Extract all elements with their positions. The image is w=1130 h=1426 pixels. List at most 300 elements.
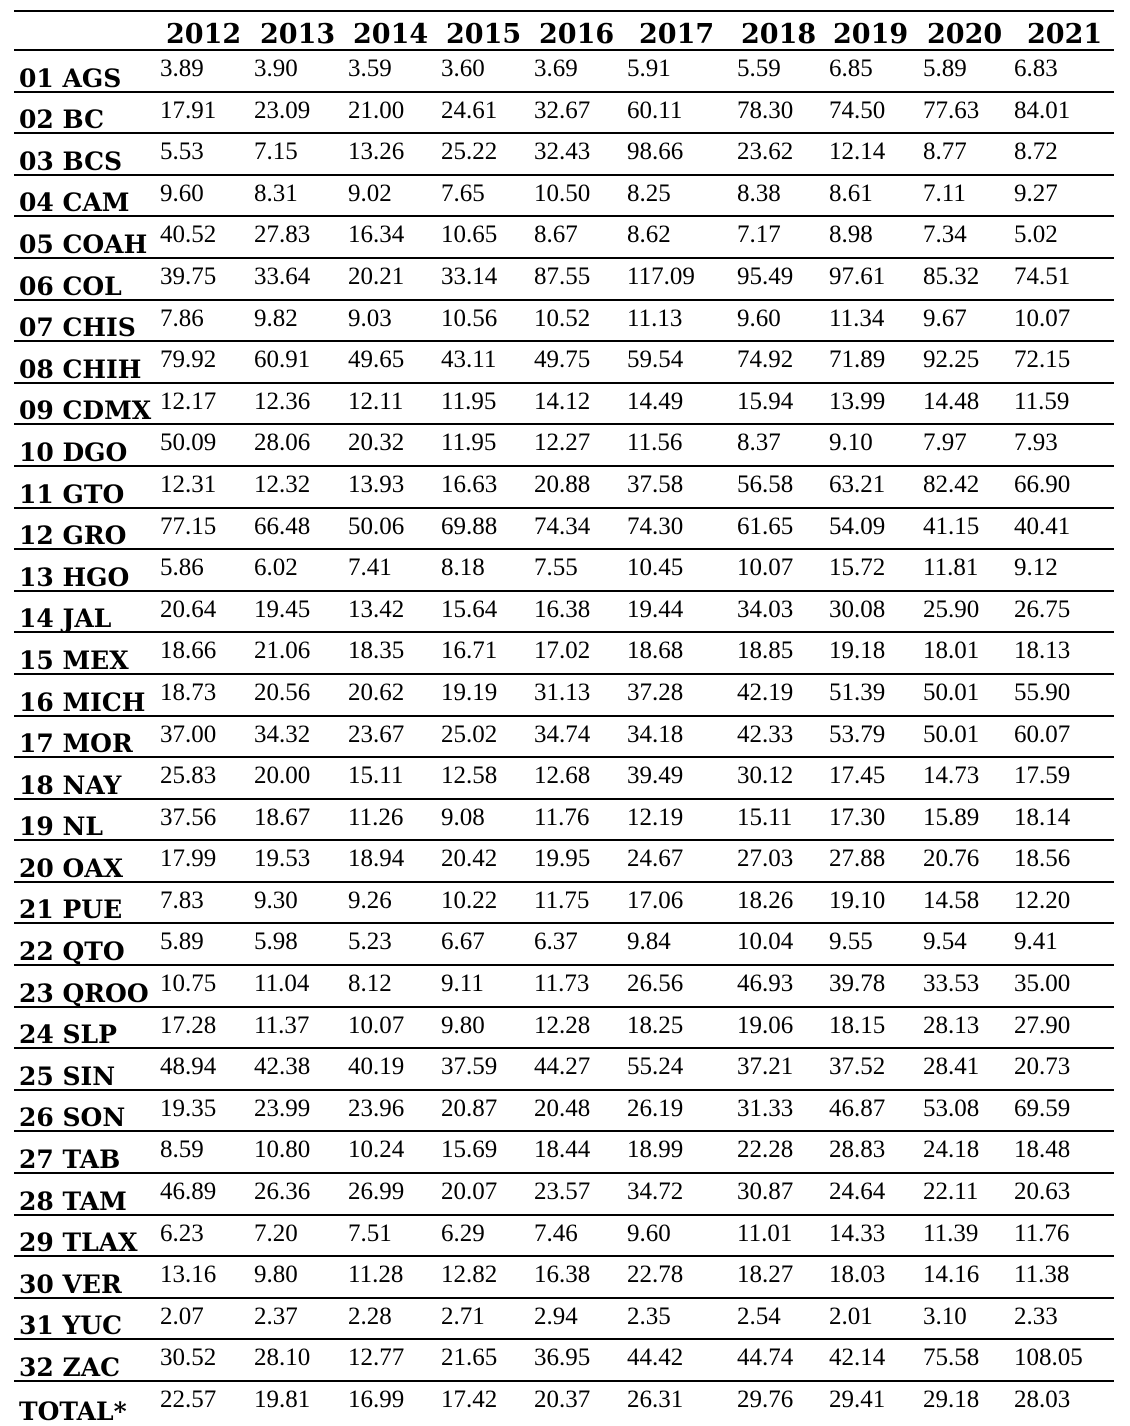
table-cell: 28.10: [254, 1344, 311, 1372]
table-row: [14, 675, 1114, 717]
column-header-2019: 2019: [833, 19, 909, 50]
table-cell: 7.20: [254, 1219, 298, 1247]
table-row: [14, 301, 1114, 343]
table-cell: 9.80: [254, 1261, 298, 1289]
table-cell: 48.94: [160, 1053, 217, 1081]
table-cell: 20.88: [534, 470, 591, 498]
row-label: 02 BC: [19, 105, 104, 135]
table-cell: 29.41: [829, 1386, 886, 1413]
table-cell: 28.41: [923, 1053, 980, 1081]
table-cell: 29.76: [737, 1386, 794, 1413]
row-label: 03 BCS: [19, 146, 123, 176]
table-cell: 98.66: [627, 138, 684, 166]
table-cell: 9.54: [923, 928, 967, 956]
table-cell: 17.30: [829, 803, 886, 831]
table-cell: 11.81: [923, 554, 979, 582]
table-cell: 19.95: [534, 845, 591, 873]
table-cell: 37.52: [829, 1053, 886, 1081]
row-label: 26 SON: [19, 1103, 126, 1133]
table-cell: 10.56: [441, 304, 498, 332]
table-cell: 59.54: [627, 346, 684, 374]
table-cell: 19.45: [254, 595, 311, 623]
row-label: 20 OAX: [19, 853, 124, 883]
table-cell: 27.88: [829, 845, 886, 873]
table-cell: 9.55: [829, 928, 873, 956]
table-cell: 5.53: [160, 138, 204, 166]
table-cell: 13.42: [348, 595, 405, 623]
table-cell: 8.62: [627, 221, 671, 249]
table-cell: 20.87: [441, 1094, 498, 1122]
table-cell: 11.59: [1014, 387, 1070, 415]
table-cell: 31.13: [534, 678, 591, 706]
table-row: [14, 1008, 1114, 1050]
table-cell: 79.92: [160, 346, 217, 374]
table-row: [14, 1382, 1114, 1424]
table-body: [14, 51, 1114, 1424]
table-cell: 16.38: [534, 1261, 591, 1289]
table-cell: 2.35: [627, 1302, 671, 1330]
table-cell: 40.19: [348, 1053, 405, 1081]
table-cell: 9.10: [829, 429, 873, 457]
table-cell: 17.91: [160, 96, 217, 124]
table-cell: 2.07: [160, 1302, 204, 1330]
table-cell: 74.51: [1014, 262, 1071, 290]
table-cell: 16.71: [441, 637, 498, 665]
table-cell: 108.05: [1014, 1344, 1083, 1372]
table-cell: 8.72: [1014, 138, 1058, 166]
table-cell: 3.90: [254, 55, 298, 82]
table-cell: 14.12: [534, 387, 591, 415]
table-cell: 11.34: [829, 304, 885, 332]
table-cell: 15.11: [348, 762, 404, 790]
table-cell: 14.49: [627, 387, 684, 415]
table-cell: 60.91: [254, 346, 311, 374]
data-table: [14, 10, 1114, 1424]
table-cell: 13.99: [829, 387, 886, 415]
table-cell: 18.56: [1014, 845, 1071, 873]
table-cell: 15.94: [737, 387, 794, 415]
table-cell: 18.25: [627, 1011, 684, 1039]
table-cell: 10.07: [348, 1011, 405, 1039]
table-cell: 50.09: [160, 429, 217, 457]
table-cell: 22.11: [923, 1178, 979, 1206]
table-cell: 53.08: [923, 1094, 980, 1122]
table-cell: 12.82: [441, 1261, 498, 1289]
table-cell: 2.71: [441, 1302, 485, 1330]
table-cell: 19.44: [627, 595, 684, 623]
table-row: [14, 592, 1114, 634]
table-cell: 12.11: [348, 387, 404, 415]
table-row: [14, 1340, 1114, 1382]
table-cell: 20.32: [348, 429, 405, 457]
table-cell: 56.58: [737, 470, 794, 498]
row-label: 06 COL: [19, 271, 122, 301]
table-cell: 34.74: [534, 720, 591, 748]
table-cell: 5.98: [254, 928, 298, 956]
table-cell: 33.14: [441, 262, 498, 290]
table-cell: 21.06: [254, 637, 311, 665]
table-cell: 7.83: [160, 886, 204, 914]
table-cell: 30.87: [737, 1178, 794, 1206]
table-cell: 23.57: [534, 1178, 591, 1206]
table-cell: 25.83: [160, 762, 217, 790]
table-cell: 8.37: [737, 429, 781, 457]
table-cell: 46.87: [829, 1094, 886, 1122]
table-cell: 7.51: [348, 1219, 392, 1247]
table-cell: 49.65: [348, 346, 405, 374]
table-cell: 20.64: [160, 595, 217, 623]
table-cell: 26.56: [627, 970, 684, 998]
table-row: [14, 633, 1114, 675]
table-cell: 17.45: [829, 762, 886, 790]
table-cell: 66.90: [1014, 470, 1071, 498]
table-cell: 74.34: [534, 512, 591, 540]
table-cell: 9.60: [627, 1219, 671, 1247]
table-cell: 53.79: [829, 720, 886, 748]
table-cell: 77.15: [160, 512, 217, 540]
table-cell: 42.38: [254, 1053, 311, 1081]
table-cell: 12.68: [534, 762, 591, 790]
table-cell: 14.58: [923, 886, 980, 914]
table-cell: 12.20: [1014, 886, 1071, 914]
table-cell: 15.64: [441, 595, 498, 623]
table-row: [14, 717, 1114, 759]
table-row: [14, 1299, 1114, 1341]
row-label: 11 GTO: [19, 479, 125, 509]
row-label: 31 YUC: [19, 1311, 123, 1341]
table-cell: 12.58: [441, 762, 498, 790]
table-cell: 18.01: [923, 637, 980, 665]
table-cell: 10.07: [737, 554, 794, 582]
table-cell: 28.13: [923, 1011, 980, 1039]
table-cell: 13.26: [348, 138, 405, 166]
table-cell: 10.52: [534, 304, 591, 332]
table-cell: 15.11: [737, 803, 793, 831]
table-cell: 8.31: [254, 179, 298, 207]
table-cell: 77.63: [923, 96, 980, 124]
table-cell: 11.04: [254, 970, 310, 998]
table-cell: 12.19: [627, 803, 684, 831]
table-cell: 20.76: [923, 845, 980, 873]
table-cell: 32.43: [534, 138, 591, 166]
table-row: [14, 93, 1114, 135]
table-cell: 10.22: [441, 886, 498, 914]
table-cell: 22.57: [160, 1386, 217, 1413]
table-cell: 17.99: [160, 845, 217, 873]
table-cell: 9.12: [1014, 554, 1058, 582]
table-cell: 11.28: [348, 1261, 404, 1289]
table-cell: 11.39: [923, 1219, 979, 1247]
table-cell: 69.59: [1014, 1094, 1071, 1122]
table-cell: 8.59: [160, 1136, 204, 1164]
table-cell: 18.27: [737, 1261, 794, 1289]
table-cell: 5.89: [923, 55, 967, 82]
table-cell: 12.14: [829, 138, 886, 166]
table-cell: 69.88: [441, 512, 498, 540]
table-cell: 2.94: [534, 1302, 578, 1330]
table-cell: 39.78: [829, 970, 886, 998]
table-cell: 20.56: [254, 678, 311, 706]
table-cell: 9.60: [160, 179, 204, 207]
table-cell: 10.24: [348, 1136, 405, 1164]
table-cell: 9.02: [348, 179, 392, 207]
table-cell: 42.14: [829, 1344, 886, 1372]
table-cell: 33.64: [254, 262, 311, 290]
table-cell: 20.63: [1014, 1178, 1071, 1206]
table-cell: 74.30: [627, 512, 684, 540]
table-cell: 12.32: [254, 470, 311, 498]
table-row: [14, 384, 1114, 426]
table-cell: 34.32: [254, 720, 311, 748]
table-cell: 18.26: [737, 886, 794, 914]
table-cell: 12.28: [534, 1011, 591, 1039]
table-cell: 9.26: [348, 886, 392, 914]
table-cell: 25.02: [441, 720, 498, 748]
table-cell: 3.60: [441, 55, 485, 82]
table-cell: 18.03: [829, 1261, 886, 1289]
table-cell: 5.23: [348, 928, 392, 956]
table-cell: 20.48: [534, 1094, 591, 1122]
table-cell: 27.83: [254, 221, 311, 249]
table-cell: 7.46: [534, 1219, 578, 1247]
table-cell: 37.21: [737, 1053, 794, 1081]
table-cell: 3.10: [923, 1302, 967, 1330]
row-label: 23 QROO: [19, 978, 149, 1008]
table-cell: 7.86: [160, 304, 204, 332]
table-cell: 11.38: [1014, 1261, 1070, 1289]
table-cell: 10.50: [534, 179, 591, 207]
table-cell: 15.89: [923, 803, 980, 831]
table-cell: 26.31: [627, 1386, 684, 1413]
table-cell: 5.89: [160, 928, 204, 956]
row-label: 18 NAY: [19, 770, 122, 800]
table-cell: 44.74: [737, 1344, 794, 1372]
table-row: [14, 800, 1114, 842]
table-cell: 14.33: [829, 1219, 886, 1247]
column-header-2012: 2012: [166, 19, 242, 50]
table-cell: 37.56: [160, 803, 217, 831]
table-cell: 16.34: [348, 221, 405, 249]
table-row: [14, 217, 1114, 259]
table-cell: 42.19: [737, 678, 794, 706]
row-label: 15 MEX: [19, 645, 129, 675]
table-cell: 8.67: [534, 221, 578, 249]
table-cell: 7.17: [737, 221, 781, 249]
table-cell: 9.67: [923, 304, 967, 332]
table-cell: 55.24: [627, 1053, 684, 1081]
table-cell: 16.63: [441, 470, 498, 498]
table-cell: 8.77: [923, 138, 967, 166]
table-cell: 8.18: [441, 554, 485, 582]
table-cell: 29.18: [923, 1386, 980, 1413]
table-cell: 11.26: [348, 803, 404, 831]
table-cell: 2.37: [254, 1302, 298, 1330]
table-cell: 6.02: [254, 554, 298, 582]
table-cell: 9.30: [254, 886, 298, 914]
table-cell: 2.33: [1014, 1302, 1058, 1330]
column-header-2014: 2014: [353, 19, 429, 50]
table-cell: 27.90: [1014, 1011, 1071, 1039]
table-cell: 6.23: [160, 1219, 204, 1247]
table-row: [14, 883, 1114, 925]
table-cell: 82.42: [923, 470, 980, 498]
row-label: 25 SIN: [19, 1061, 116, 1091]
table-cell: 26.19: [627, 1094, 684, 1122]
row-label: 10 DGO: [19, 437, 128, 467]
table-row: [14, 509, 1114, 551]
column-header-2020: 2020: [927, 19, 1003, 50]
table-cell: 7.11: [923, 179, 966, 207]
table-cell: 87.55: [534, 262, 591, 290]
table-cell: 85.32: [923, 262, 980, 290]
table-cell: 10.80: [254, 1136, 311, 1164]
table-cell: 40.41: [1014, 512, 1071, 540]
table-cell: 23.67: [348, 720, 405, 748]
table-cell: 32.67: [534, 96, 591, 124]
table-cell: 30.12: [737, 762, 794, 790]
row-label: 32 ZAC: [19, 1353, 121, 1382]
table-cell: 28.83: [829, 1136, 886, 1164]
table-cell: 19.18: [829, 637, 886, 665]
table-cell: 22.28: [737, 1136, 794, 1164]
table-cell: 20.00: [254, 762, 311, 790]
table-cell: 34.18: [627, 720, 684, 748]
table-row: [14, 51, 1114, 93]
table-cell: 9.60: [737, 304, 781, 332]
table-cell: 10.04: [737, 928, 794, 956]
table-row: [14, 1216, 1114, 1258]
table-cell: 60.11: [627, 96, 683, 124]
table-cell: 23.96: [348, 1094, 405, 1122]
table-row: [14, 342, 1114, 384]
table-row: [14, 259, 1114, 301]
row-label: 09 CDMX: [19, 396, 152, 426]
table-cell: 26.75: [1014, 595, 1071, 623]
table-cell: 18.68: [627, 637, 684, 665]
table-cell: 74.92: [737, 346, 794, 374]
table-cell: 9.80: [441, 1011, 485, 1039]
table-cell: 37.28: [627, 678, 684, 706]
table-cell: 17.28: [160, 1011, 217, 1039]
table-cell: 5.91: [627, 55, 671, 82]
table-cell: 6.37: [534, 928, 578, 956]
table-cell: 2.28: [348, 1302, 392, 1330]
row-label: 22 QTO: [19, 937, 125, 967]
table-cell: 12.31: [160, 470, 217, 498]
table-cell: 11.95: [441, 429, 497, 457]
row-label: 07 CHIS: [19, 313, 136, 343]
table-cell: 11.76: [1014, 1219, 1070, 1247]
table-cell: 61.65: [737, 512, 794, 540]
table-cell: 24.61: [441, 96, 498, 124]
table-cell: 17.02: [534, 637, 591, 665]
table-cell: 78.30: [737, 96, 794, 124]
table-cell: 23.09: [254, 96, 311, 124]
table-cell: 20.37: [534, 1386, 591, 1413]
table-cell: 92.25: [923, 346, 980, 374]
table-cell: 23.99: [254, 1094, 311, 1122]
row-label: 17 MOR: [19, 729, 133, 759]
table-cell: 20.07: [441, 1178, 498, 1206]
table-cell: 30.52: [160, 1344, 217, 1372]
table-row: [14, 1132, 1114, 1174]
table-cell: 40.52: [160, 221, 217, 249]
table-cell: 10.65: [441, 221, 498, 249]
table-cell: 72.15: [1014, 346, 1071, 374]
table-cell: 11.01: [737, 1219, 793, 1247]
table-cell: 7.55: [534, 554, 578, 582]
table-cell: 21.00: [348, 96, 405, 124]
table-cell: 6.85: [829, 55, 873, 82]
table-cell: 18.66: [160, 637, 217, 665]
table-cell: 13.93: [348, 470, 405, 498]
table-cell: 41.15: [923, 512, 980, 540]
row-label: 01 AGS: [19, 63, 122, 93]
table-cell: 39.49: [627, 762, 684, 790]
column-header-2017: 2017: [639, 19, 715, 50]
row-label: 21 PUE: [19, 895, 123, 925]
table-row: [14, 550, 1114, 592]
table-cell: 31.33: [737, 1094, 794, 1122]
table-cell: 3.89: [160, 55, 204, 82]
table-cell: 24.67: [627, 845, 684, 873]
table-cell: 35.00: [1014, 970, 1071, 998]
table-cell: 18.35: [348, 637, 405, 665]
table-cell: 6.29: [441, 1219, 485, 1247]
table-cell: 7.41: [348, 554, 392, 582]
table-cell: 50.01: [923, 678, 980, 706]
table-cell: 19.06: [737, 1011, 794, 1039]
table-cell: 24.64: [829, 1178, 886, 1206]
column-header-2013: 2013: [260, 19, 336, 50]
table-cell: 5.02: [1014, 221, 1058, 249]
table-cell: 18.94: [348, 845, 405, 873]
table-cell: 18.48: [1014, 1136, 1071, 1164]
table-cell: 2.01: [829, 1302, 873, 1330]
table-cell: 28.03: [1014, 1386, 1071, 1413]
table-cell: 10.45: [627, 554, 684, 582]
table-cell: 8.25: [627, 179, 671, 207]
table-cell: 84.01: [1014, 96, 1071, 124]
table-cell: 16.38: [534, 595, 591, 623]
table-cell: 18.14: [1014, 803, 1071, 831]
table-cell: 34.72: [627, 1178, 684, 1206]
table-cell: 97.61: [829, 262, 886, 290]
table-cell: 44.42: [627, 1344, 684, 1372]
table-cell: 20.21: [348, 262, 405, 290]
table-cell: 12.27: [534, 429, 591, 457]
table-cell: 20.73: [1014, 1053, 1071, 1081]
table-cell: 95.49: [737, 262, 794, 290]
table-cell: 12.17: [160, 387, 217, 415]
row-label: 19 NL: [19, 812, 103, 842]
table-cell: 17.06: [627, 886, 684, 914]
table-cell: 2.54: [737, 1302, 781, 1330]
table-row: [14, 176, 1114, 218]
table-cell: 30.08: [829, 595, 886, 623]
table-cell: 11.95: [441, 387, 497, 415]
table-cell: 7.34: [923, 221, 967, 249]
table-cell: 21.65: [441, 1344, 498, 1372]
table-cell: 8.38: [737, 179, 781, 207]
table-cell: 37.59: [441, 1053, 498, 1081]
row-label: 05 COAH: [19, 229, 148, 259]
table-cell: 17.42: [441, 1386, 498, 1413]
table-cell: 9.82: [254, 304, 298, 332]
table-cell: 44.27: [534, 1053, 591, 1081]
table-cell: 7.65: [441, 179, 485, 207]
table-cell: 37.00: [160, 720, 217, 748]
